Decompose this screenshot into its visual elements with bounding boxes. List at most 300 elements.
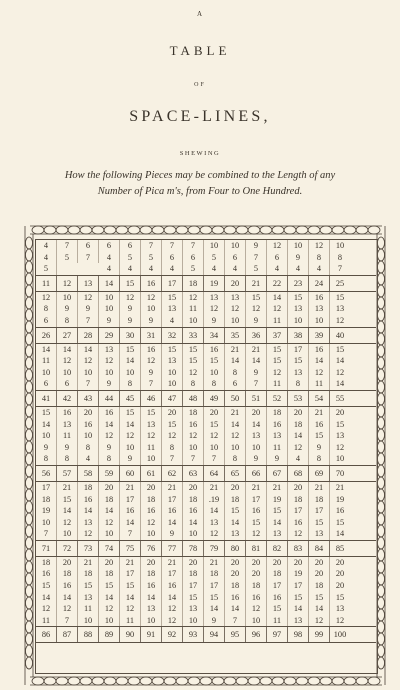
table-cell: 11 <box>267 315 288 327</box>
table-cell: 13 <box>78 517 99 529</box>
pica-count-cell: 12 <box>57 276 78 291</box>
pica-count-cell: 86 <box>36 627 57 642</box>
table-cell: 18 <box>288 494 309 506</box>
table-cell: 10 <box>183 615 204 627</box>
table-cell: 18 <box>225 580 246 592</box>
pica-count-cell: 95 <box>225 627 246 642</box>
subtitle-line-2: Number of Pica m's, from Four to One Hundred. <box>97 186 303 197</box>
pica-count-cell: 43 <box>78 391 99 406</box>
table-cell: 15 <box>183 344 204 356</box>
table-cell: 15 <box>204 419 225 431</box>
pica-count-cell: 27 <box>57 328 78 343</box>
table-cell: 15 <box>204 592 225 604</box>
table-cell: 21 <box>267 482 288 494</box>
pica-count-cell: 57 <box>57 466 78 481</box>
table-cell: 4 <box>288 263 309 275</box>
pica-count-cell: 66 <box>246 466 267 481</box>
heading-article: A <box>196 10 204 18</box>
table-cell: 12 <box>141 430 162 442</box>
table-cell: 9 <box>141 315 162 327</box>
table-cell: 12 <box>288 442 309 454</box>
table-cell: 15 <box>335 344 345 354</box>
pica-count-cell: 94 <box>204 627 225 642</box>
table-cell: 19 <box>335 494 345 504</box>
table-cell: 14 <box>225 603 246 615</box>
table-cell: 10 <box>204 367 225 379</box>
pica-count-cell: 24 <box>309 276 330 291</box>
table-cell: 10 <box>78 615 99 627</box>
table-cell: 16 <box>183 419 204 431</box>
table-cell: 20 <box>225 568 246 580</box>
pica-count-cell: 71 <box>36 541 57 556</box>
table-cell: 21 <box>246 482 267 494</box>
table-cell: 4 <box>288 453 309 465</box>
table-cell: 4 <box>162 315 183 327</box>
table-cell: 10 <box>204 442 225 454</box>
pica-count-cell: 17 <box>162 276 183 291</box>
pica-count-cell: 93 <box>183 627 204 642</box>
table-cell: 16 <box>204 344 225 356</box>
pica-count-cell: 29 <box>99 328 120 343</box>
table-row <box>36 355 376 367</box>
table-row <box>36 344 376 356</box>
table-cell: 9 <box>162 528 183 540</box>
table-cell: 8 <box>225 453 246 465</box>
table-cell: 10 <box>99 292 120 304</box>
table-cell: 6 <box>225 252 246 264</box>
table-cell: 10 <box>78 367 99 379</box>
table-cell: 15 <box>288 355 309 367</box>
index-row-block <box>36 391 376 407</box>
table-cell: 21 <box>204 482 225 494</box>
table-cell: 12 <box>246 603 267 615</box>
table-cell: 14 <box>183 517 204 529</box>
table-cell: 14 <box>141 592 162 604</box>
table-cell: 7 <box>141 378 162 390</box>
table-cell: 21 <box>204 557 225 569</box>
table-cell: 9 <box>246 240 267 252</box>
table-cell: 7 <box>57 615 78 627</box>
table-cell: 9 <box>120 315 141 327</box>
pica-count-cell: 51 <box>246 391 267 406</box>
table-block <box>36 557 376 628</box>
table-cell: 15 <box>309 430 330 442</box>
table-cell: 11 <box>267 378 288 390</box>
table-cell: 4 <box>120 263 141 275</box>
table-cell: 5 <box>36 263 57 275</box>
table-cell: 12 <box>99 430 120 442</box>
table-cell: 12 <box>335 367 345 377</box>
table-cell: 14 <box>57 505 78 517</box>
table-cell: 16 <box>141 344 162 356</box>
pica-count-cell: 42 <box>57 391 78 406</box>
table-cell: 15 <box>36 407 57 419</box>
table-cell: 8 <box>78 442 99 454</box>
table-cell: 11 <box>141 442 162 454</box>
table-cell: 18 <box>36 494 57 506</box>
table-cell: 12 <box>162 430 183 442</box>
table-cell: 19 <box>267 494 288 506</box>
table-cell: 12 <box>267 303 288 315</box>
table-cell: 13 <box>162 355 183 367</box>
table-cell: 12 <box>99 355 120 367</box>
table-cell: 18 <box>309 494 330 506</box>
table-cell: 10 <box>288 315 309 327</box>
table-block <box>36 482 376 541</box>
table-cell: 12 <box>183 367 204 379</box>
table-cell: 14 <box>335 529 345 539</box>
table-cell: 10 <box>225 315 246 327</box>
table-cell: 20 <box>141 557 162 569</box>
table-cell: 10 <box>120 442 141 454</box>
table-cell: 15 <box>99 580 120 592</box>
table-cell: 6 <box>78 240 99 252</box>
table-cell: 14 <box>120 355 141 367</box>
table-row <box>36 407 376 419</box>
table-cell: 12 <box>99 603 120 615</box>
table-cell: 9 <box>267 453 288 465</box>
table-cell: 12 <box>162 603 183 615</box>
table-cell: 15 <box>183 355 204 367</box>
table-cell: 15 <box>225 505 246 517</box>
table-cell: 13 <box>141 419 162 431</box>
index-row <box>36 627 376 642</box>
table-cell: 12 <box>309 615 330 627</box>
table-cell: 6 <box>36 378 57 390</box>
table-cell: 12 <box>36 603 57 615</box>
pica-count-cell: 65 <box>225 466 246 481</box>
table-cell: 7 <box>36 528 57 540</box>
table-cell: 6 <box>162 252 183 264</box>
table-cell: 20 <box>204 407 225 419</box>
table-cell: 14 <box>204 603 225 615</box>
table-cell: 18 <box>183 407 204 419</box>
table-cell: 15 <box>36 580 57 592</box>
pica-count-cell: 33 <box>183 328 204 343</box>
table-cell: 8 <box>309 453 330 465</box>
table-cell: 10 <box>36 430 57 442</box>
table-cell: 10 <box>57 367 78 379</box>
index-row-block <box>36 541 376 557</box>
table-cell: 16 <box>309 292 330 304</box>
table-cell: 20 <box>309 568 330 580</box>
table-cell: 12 <box>36 292 57 304</box>
pica-count-cell: 18 <box>183 276 204 291</box>
table-cell: 14 <box>57 592 78 604</box>
table-cell: 15 <box>141 407 162 419</box>
table-cell: 8 <box>36 453 57 465</box>
table-cell: 16 <box>162 580 183 592</box>
table-cell: 7 <box>204 453 225 465</box>
table-cell: 10 <box>204 240 225 252</box>
table-cell: 17 <box>309 505 330 517</box>
table-cell: 14 <box>120 419 141 431</box>
table-cell: 12 <box>309 240 330 252</box>
table-cell: 12 <box>225 303 246 315</box>
table-cell: 12 <box>57 603 78 615</box>
table-cell: 16 <box>141 580 162 592</box>
table-cell: 13 <box>335 431 345 441</box>
pica-count-cell: 45 <box>120 391 141 406</box>
table-cell: 13 <box>183 603 204 615</box>
table-cell: 18 <box>309 580 330 592</box>
pica-count-cell: 50 <box>225 391 246 406</box>
pica-count-cell: 81 <box>246 541 267 556</box>
heading-shewing: SHEWING <box>179 150 221 157</box>
table-cell: 16 <box>36 568 57 580</box>
table-cell: 16 <box>99 407 120 419</box>
pica-count-cell: 53 <box>288 391 309 406</box>
table-cell: 20 <box>246 407 267 419</box>
pica-count-cell: 87 <box>57 627 78 642</box>
table-cell: 18 <box>267 568 288 580</box>
table-cell: 9 <box>288 252 309 264</box>
table-cell: 14 <box>78 344 99 356</box>
table-cell: 15 <box>267 355 288 367</box>
table-cell: 8 <box>162 442 183 454</box>
table-cell: 20 <box>288 407 309 419</box>
table-cell: 15 <box>335 592 345 602</box>
table-cell: 12 <box>120 603 141 615</box>
table-cell: 10 <box>99 367 120 379</box>
table-cell: 20 <box>246 568 267 580</box>
table-cell: 14 <box>120 592 141 604</box>
table-cell: 14 <box>267 517 288 529</box>
table-cell: 15 <box>335 419 345 429</box>
table-cell: 9 <box>204 615 225 627</box>
table-cell: 20 <box>288 557 309 569</box>
table-cell: 15 <box>309 592 330 604</box>
table-cell: 10 <box>99 303 120 315</box>
table-cell: 15 <box>267 603 288 615</box>
table-cell: 8 <box>225 367 246 379</box>
table-cell: 10 <box>99 615 120 627</box>
table-cell: 10 <box>120 367 141 379</box>
pica-count-cell: 54 <box>309 391 330 406</box>
table-cell: 13 <box>204 292 225 304</box>
table-cell: 17 <box>288 580 309 592</box>
table-cell: 10 <box>57 292 78 304</box>
table-cell: 20 <box>99 557 120 569</box>
table-cell: 14 <box>288 430 309 442</box>
pica-count-cell: 83 <box>288 541 309 556</box>
table-cell: 18 <box>99 494 120 506</box>
table-cell: 10 <box>36 367 57 379</box>
table-cell: 17 <box>288 344 309 356</box>
table-cell: 17 <box>162 568 183 580</box>
table-cell: 16 <box>309 344 330 356</box>
table-cell: 10 <box>141 528 162 540</box>
pica-count-cell: 77 <box>162 541 183 556</box>
table-row <box>36 615 376 627</box>
table-cell: 8 <box>309 252 330 264</box>
table-cell: 9 <box>57 303 78 315</box>
table-cell: 12 <box>267 367 288 379</box>
table-cell: 5 <box>120 252 141 264</box>
table-cell: 15 <box>335 517 345 527</box>
table-cell: 11 <box>57 430 78 442</box>
pica-count-cell: 20 <box>225 276 246 291</box>
table-cell: 10 <box>162 378 183 390</box>
table-cell: 14 <box>225 355 246 367</box>
table-cell: 20 <box>57 557 78 569</box>
table-cell: 15 <box>267 344 288 356</box>
table-cell: 13 <box>288 303 309 315</box>
table-cell: 16 <box>246 592 267 604</box>
table-cell: 21 <box>120 557 141 569</box>
table-cell: 10 <box>246 442 267 454</box>
table-cell: 20 <box>183 557 204 569</box>
index-row <box>36 466 376 481</box>
table-cell: 12 <box>120 430 141 442</box>
table-cell: 16 <box>57 407 78 419</box>
table-cell: 6 <box>99 240 120 252</box>
table-cell: 6 <box>120 240 141 252</box>
table-cell: 20 <box>99 482 120 494</box>
pica-count-cell: 44 <box>99 391 120 406</box>
table-cell: 16 <box>335 506 345 516</box>
table-cell: 6 <box>57 378 78 390</box>
table-cell: 13 <box>162 303 183 315</box>
index-row-block <box>36 466 376 482</box>
table-cell: 19 <box>288 568 309 580</box>
table-cell: 7 <box>225 615 246 627</box>
table-cell: 11 <box>267 442 288 454</box>
table-row <box>36 568 376 580</box>
table-cell: 9 <box>120 303 141 315</box>
table-cell: 14 <box>162 592 183 604</box>
table-cell: 9 <box>141 367 162 379</box>
pica-count-cell: 91 <box>141 627 162 642</box>
table-row <box>36 505 376 517</box>
table-cell: 8 <box>57 315 78 327</box>
pica-count-cell: 39 <box>309 328 330 343</box>
table-cell: 7 <box>183 453 204 465</box>
table-cell: 15 <box>120 580 141 592</box>
table-cell: 20 <box>309 557 330 569</box>
table-cell: 14 <box>36 419 57 431</box>
table-cell: 4 <box>99 263 120 275</box>
table-cell: 18 <box>78 482 99 494</box>
table-cell: 9 <box>204 315 225 327</box>
table-cell: 10 <box>141 615 162 627</box>
table-cell: 16 <box>183 505 204 517</box>
table-cell: 12 <box>225 430 246 442</box>
table-cell: 14 <box>335 356 345 366</box>
table-row <box>36 580 376 592</box>
pica-count-cell: 35 <box>225 328 246 343</box>
table-cell: 10 <box>141 453 162 465</box>
pica-count-cell: 63 <box>183 466 204 481</box>
table-cell: 5 <box>57 252 78 264</box>
table-cell: 12 <box>335 442 345 452</box>
table-cell: 9 <box>246 453 267 465</box>
table-cell: 15 <box>288 292 309 304</box>
table-cell: 13 <box>57 419 78 431</box>
table-cell: 13 <box>204 517 225 529</box>
table-cell: 16 <box>309 419 330 431</box>
table-cell: 18 <box>267 407 288 419</box>
table-row <box>36 442 376 454</box>
table-cell: 4 <box>36 252 57 264</box>
pica-count-cell: 97 <box>267 627 288 642</box>
table-cell: 4 <box>309 263 330 275</box>
table-cell: 21 <box>246 344 267 356</box>
table-cell: 16 <box>120 505 141 517</box>
pica-count-cell: 31 <box>141 328 162 343</box>
table-cell: 5 <box>183 263 204 275</box>
pica-count-cell: 70 <box>335 468 345 478</box>
table-row <box>36 592 376 604</box>
table-cell: 4 <box>141 263 162 275</box>
table-cell: 11 <box>183 303 204 315</box>
pica-count-cell: 28 <box>78 328 99 343</box>
table-cell: 9 <box>246 315 267 327</box>
pica-count-cell: 75 <box>120 541 141 556</box>
pica-count-cell: 62 <box>162 466 183 481</box>
pica-count-cell: 85 <box>335 543 345 553</box>
pica-count-cell: 74 <box>99 541 120 556</box>
table-cell: 12 <box>162 615 183 627</box>
table-cell: 21 <box>309 482 330 494</box>
table-cell: 12 <box>183 292 204 304</box>
table-cell: 10 <box>183 315 204 327</box>
table-cell: 15 <box>267 505 288 517</box>
pica-count-cell: 46 <box>141 391 162 406</box>
table-cell: 13 <box>99 344 120 356</box>
table-cell: 21 <box>162 482 183 494</box>
table-cell: 18 <box>288 419 309 431</box>
table-cell: 13 <box>78 592 99 604</box>
table-cell: 4 <box>78 453 99 465</box>
table-cell: 17 <box>267 580 288 592</box>
pica-count-cell: 15 <box>120 276 141 291</box>
table-cell: 12 <box>288 528 309 540</box>
pica-count-cell: 84 <box>309 541 330 556</box>
table-block <box>36 344 376 391</box>
table-cell: 11 <box>309 378 330 390</box>
pica-count-cell: 16 <box>141 276 162 291</box>
pica-count-cell: 56 <box>36 466 57 481</box>
table-row <box>36 528 376 540</box>
table-row <box>36 482 376 494</box>
table-cell: 16 <box>267 592 288 604</box>
pica-count-cell: 19 <box>204 276 225 291</box>
table-cell: 13 <box>267 528 288 540</box>
table-cell: 10 <box>288 240 309 252</box>
table-cell: 7 <box>162 453 183 465</box>
heading-of: OF <box>194 82 206 88</box>
table-cell: 12 <box>78 355 99 367</box>
table-cell: 14 <box>99 419 120 431</box>
table-cell: 6 <box>183 252 204 264</box>
table-row <box>36 603 376 615</box>
table-cell: 15 <box>162 344 183 356</box>
table-cell: 10 <box>183 442 204 454</box>
table-cell: 13 <box>335 604 345 614</box>
index-row-block <box>36 328 376 344</box>
table-cell: 8 <box>288 378 309 390</box>
pica-count-cell: 89 <box>99 627 120 642</box>
table-row <box>36 430 376 442</box>
table-cell: 17 <box>36 482 57 494</box>
table-cell: 4 <box>36 240 57 252</box>
table-cell: 15 <box>183 592 204 604</box>
table-cell: 12 <box>57 517 78 529</box>
pica-count-cell: 48 <box>183 391 204 406</box>
table-cell: 15 <box>57 494 78 506</box>
table-cell: 16 <box>162 505 183 517</box>
